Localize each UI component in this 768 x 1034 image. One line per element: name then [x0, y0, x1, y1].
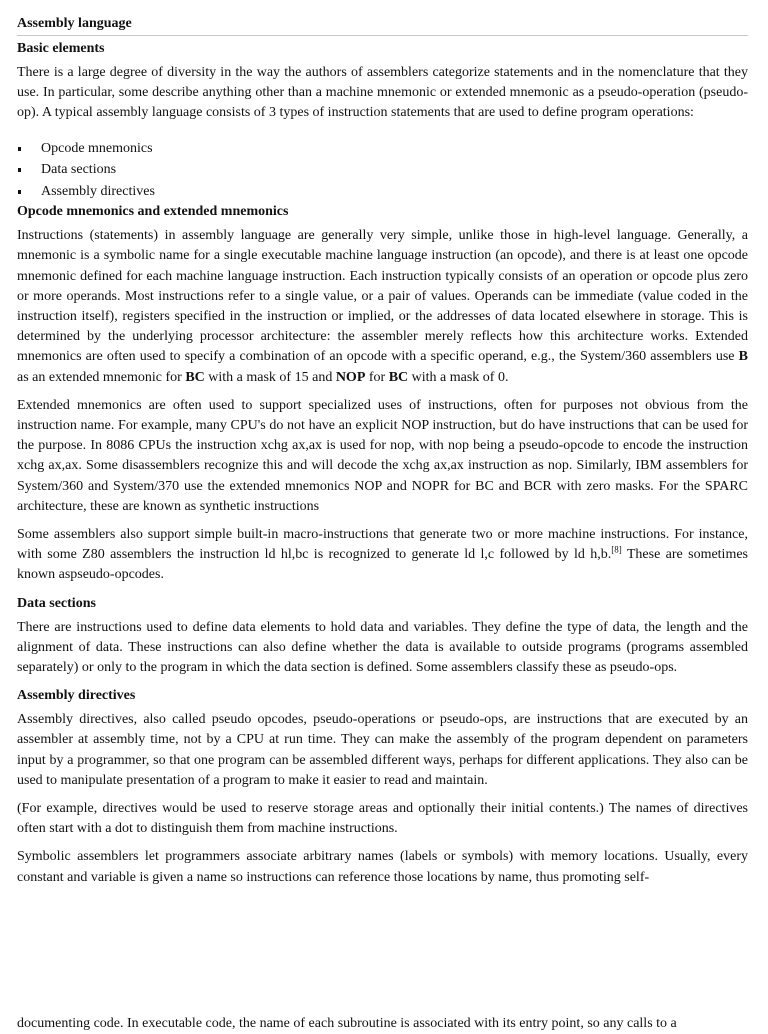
square-bullet-icon	[18, 168, 21, 172]
heading-opcode-mnemonics: Opcode mnemonics and extended mnemonics	[17, 204, 289, 220]
paragraph-continuation: documenting code. In executable code, the name of each subroutine is associated with its entry point, so any calls to a	[17, 1016, 677, 1031]
instruction-types-list	[17, 138, 748, 203]
square-bullet-icon	[18, 147, 21, 151]
heading-assembly-directives: Assembly directives	[17, 688, 136, 704]
paragraph-directives-3: Symbolic assemblers let programmers associate arbitrary names (labels or symbols) with memory locations. Usually, every constant and variable is given a name so instructions can reference those locations by name, thus promoting self-	[17, 849, 748, 885]
heading-basic-elements: Basic elements	[17, 41, 105, 56]
reference-link[interactable]: [8]	[611, 544, 622, 555]
square-bullet-icon	[18, 190, 21, 194]
paragraph-directives-1: Assembly directives, also called pseudo opcodes, pseudo-operations or pseudo-ops, are instructions that are executed by an assembler at assembly time, not by a CPU at run time. They can make the assembly of the program dependent on parameters input by a programmer, so that one program can be assembled different ways, perhaps for different applications. They also can be used to manipulate presentation of a program to make it easier to read and maintain.	[17, 712, 748, 788]
list-item: Data sections	[17, 159, 748, 181]
page-title: Assembly language	[17, 14, 748, 36]
paragraph-opcode-1: Instructions (statements) in assembly language are generally very simple, unlike those in high-level language. Generally, a mnemonic is a symbolic name for a single executable machine language instruction (an opcode), and there is at least one opcode mnemonic defined for each machine language instruction. Each instruction typically consists of an operation or opcode plus zero or more operands. Most instructions refer to a single value, or a pair of values. Operands can be immediate (value coded in the instruction itself), registers specified in the instruction or implied, or the addresses of data located elsewhere in storage. This is determined by the underlying processor architecture: the assembler merely reflects how this architecture works. Extended mnemonics are often used to specify a combination of an opcode with a specific operand, e.g., the System/360 assemblers use B as an extended mnemonic for BC with a mask of 15 and NOP for BC with a mask of 0.	[17, 228, 748, 385]
paragraph-opcode-2: Extended mnemonics are often used to support specialized uses of instructions, often for purposes not obvious from the instruction name. For example, many CPU's do not have an explicit NOP instruction, but do have instructions that can be used for the purpose. In 8086 CPUs the instruction xchg ax,ax is used for nop, with nop being a pseudo-opcode to encode the instruction xchg ax,ax. Some disassemblers recognize this and will decode the xchg ax,ax instruction as nop. Similarly, IBM assemblers for System/360 and System/370 use the extended mnemonics NOP and NOPR for BC and BCR with zero masks. For the SPARC architecture, these are known as synthetic instructions	[17, 397, 748, 514]
document-page	[17, 14, 748, 896]
heading-data-sections: Data sections	[17, 595, 96, 611]
list-item: Assembly directives	[17, 181, 748, 203]
paragraph-opcode-3: Some assemblers also support simple built-in macro-instructions that generate two or more machine instructions. For instance, with some Z80 assemblers the instruction ld hl,bc is recognized to generate ld l,c followed by ld h,b.[8] These are sometimes known aspseudo-opcodes.	[17, 526, 749, 583]
paragraph-data-sections: There are instructions used to define data elements to hold data and variables. They define the type of data, the length and the alignment of data. These instructions can also define whether the data is available to outside programs (programs assembled separately) or only to the program in which the data section is defined. Some assemblers classify these as pseudo-ops.	[17, 619, 748, 675]
paragraph-directives-2: (For example, directives would be used to reserve storage areas and optionally their initial contents.) The names of directives often start with a dot to distinguish them from machine instructions.	[17, 800, 748, 837]
paragraph-basic-intro: There is a large degree of diversity in the way the authors of assemblers categorize statements and in the nomenclature that they use. In particular, some describe anything other than a machine mnemonic or extended mnemonic as a pseudo-operation (pseudo-op). A typical assembly language consists of 3 types of instruction statements that are used to define program operations:	[17, 65, 748, 121]
list-item: Opcode mnemonics	[17, 138, 748, 160]
